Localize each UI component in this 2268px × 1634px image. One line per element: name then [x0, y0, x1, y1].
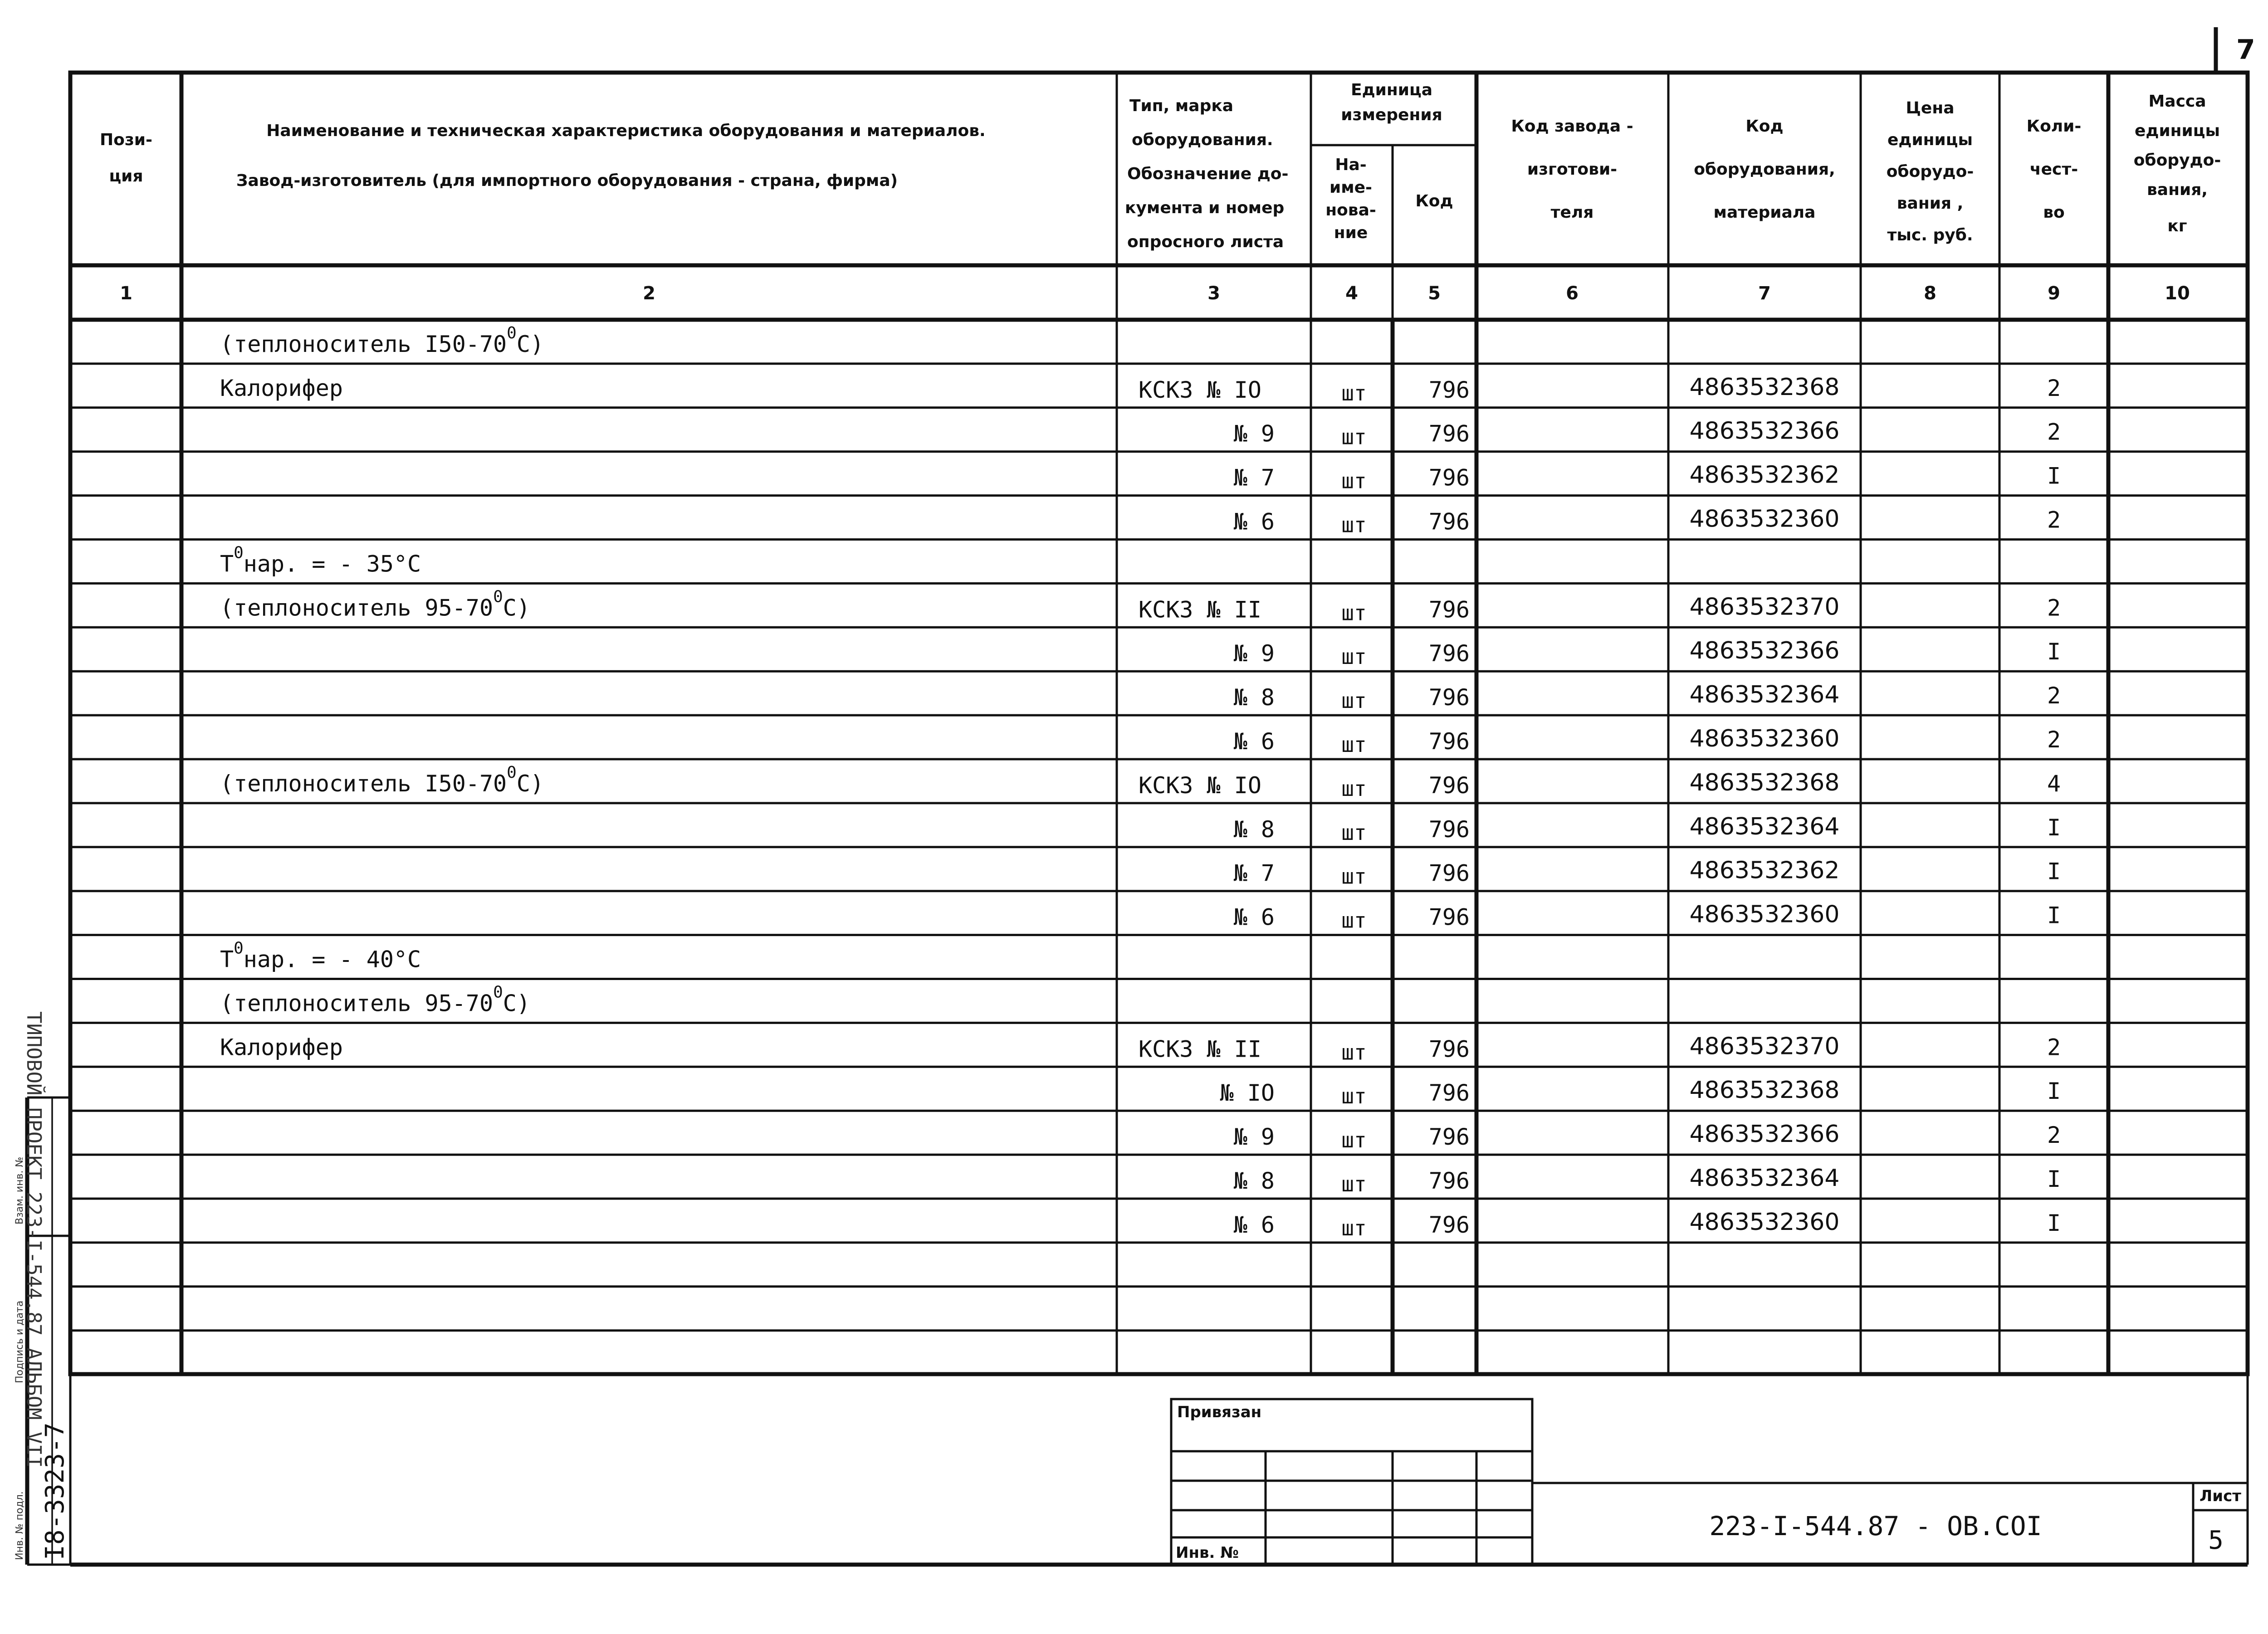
svg-text:единицы: единицы	[1887, 131, 1973, 149]
row-unit-code: 796	[1428, 640, 1470, 667]
table-row	[70, 1165, 2248, 1199]
row-type: № 7	[1233, 860, 1275, 887]
table-row	[70, 763, 2248, 803]
table-row	[70, 324, 2248, 364]
column-number-2: 2	[643, 283, 655, 304]
row-unit-code: 796	[1428, 464, 1470, 491]
svg-text:нова-: нова-	[1325, 201, 1376, 219]
table-row	[70, 506, 2248, 540]
table-row	[70, 587, 2248, 627]
row-unit-code: 796	[1428, 860, 1470, 887]
row-material-code: 4863532360	[1689, 1208, 1840, 1236]
row-type: № 6	[1233, 1211, 1275, 1238]
column-number-3: 3	[1207, 283, 1220, 304]
sheet-value: 5	[2208, 1526, 2224, 1555]
row-unit-code: 796	[1428, 1036, 1470, 1063]
svg-text:Масса: Масса	[2148, 92, 2206, 111]
row-type: № 8	[1233, 1168, 1275, 1194]
row-quantity: 2	[2047, 1034, 2061, 1061]
row-quantity: І	[2047, 814, 2061, 841]
row-unit-code: 796	[1428, 596, 1470, 623]
row-material-code: 4863532366	[1689, 1121, 1840, 1148]
row-material-code: 4863532364	[1689, 813, 1840, 840]
table-row	[70, 374, 2248, 408]
row-quantity: 2	[2047, 507, 2061, 533]
row-quantity: І	[2047, 902, 2061, 929]
svg-text:оборудо-: оборудо-	[2133, 151, 2221, 170]
row-unit-code: 796	[1428, 420, 1470, 447]
svg-text:Наименование и техническая хар: Наименование и техническая характеристика оборудования и материалов.	[266, 122, 986, 140]
row-quantity: 4	[2047, 770, 2061, 797]
svg-text:Цена: Цена	[1906, 99, 1955, 117]
svg-text:ция: ция	[109, 167, 143, 185]
svg-text:Завод-изготовитель (для импорт: Завод-изготовитель (для импортного оборудования - страна, фирма)	[236, 171, 898, 190]
document-code: 223-І-544.87 - ОВ.СОІ	[1709, 1511, 2042, 1541]
table-row	[70, 462, 2248, 496]
svg-text:кумента и номер: кумента и номер	[1125, 199, 1285, 217]
svg-text:кг: кг	[2167, 217, 2187, 235]
row-name: Калорифер	[220, 375, 343, 401]
row-unit: шт	[1341, 512, 1367, 537]
row-unit: шт	[1341, 600, 1367, 625]
side-field-replace: Взам. инв. №	[14, 1156, 25, 1224]
table-row	[70, 543, 2248, 583]
table-row	[70, 813, 2248, 847]
svg-text:измерения: измерения	[1341, 106, 1442, 124]
row-quantity: І	[2047, 463, 2061, 489]
row-name: (теплоноситель $І50-70^0С$)	[220, 323, 544, 357]
row-unit-code: 796	[1428, 376, 1470, 403]
row-type: № 9	[1233, 640, 1275, 667]
column-number-7: 7	[1758, 283, 1771, 304]
row-name: $Т^0нар$. = - 40°С	[220, 939, 421, 973]
svg-text:единицы: единицы	[2134, 122, 2220, 140]
row-name: (теплоноситель $95-70^0С$)	[220, 587, 530, 621]
side-field-inv: Инв. № подл.	[14, 1491, 25, 1560]
row-unit-code: 796	[1428, 1168, 1470, 1194]
svg-text:Код завода -: Код завода -	[1511, 117, 1633, 136]
svg-text:име-: име-	[1329, 178, 1373, 197]
row-unit: шт	[1341, 1084, 1367, 1109]
column-number-10: 10	[2165, 283, 2190, 304]
row-unit: шт	[1341, 688, 1367, 713]
row-quantity: І	[2047, 1078, 2061, 1105]
row-name: $Т^0нар$. = - 35°С	[220, 543, 421, 577]
svg-text:вания,: вания,	[2147, 180, 2208, 199]
row-unit-code: 796	[1428, 728, 1470, 755]
album-number: І8-3323-7	[40, 1422, 70, 1560]
table-row	[70, 857, 2248, 891]
row-quantity: І	[2047, 1210, 2061, 1236]
header-col8	[1887, 99, 1974, 244]
svg-text:чест-: чест-	[2029, 160, 2078, 179]
row-material-code: 4863532364	[1689, 681, 1840, 709]
row-material-code: 4863532368	[1689, 769, 1840, 796]
column-numbers-row	[120, 283, 2190, 304]
row-unit-code: 796	[1428, 1080, 1470, 1107]
table-row	[70, 983, 2248, 1023]
svg-text:Коли-: Коли-	[2026, 117, 2082, 136]
row-name: Калорифер	[220, 1034, 343, 1061]
row-quantity: 2	[2047, 419, 2061, 445]
svg-text:ние: ние	[1334, 224, 1368, 242]
row-material-code: 4863532368	[1689, 373, 1840, 401]
table-row	[70, 418, 2248, 452]
svg-text:На-: На-	[1335, 156, 1367, 174]
table-row	[70, 1033, 2248, 1067]
row-unit-code: 796	[1428, 1124, 1470, 1151]
svg-text:теля: теля	[1550, 203, 1594, 222]
row-unit: шт	[1341, 864, 1367, 889]
row-material-code: 4863532364	[1689, 1165, 1840, 1192]
row-name: (теплоноситель $95-70^0С$)	[220, 983, 530, 1017]
column-number-6: 6	[1566, 283, 1579, 304]
header-col1	[100, 131, 152, 185]
svg-text:вания ,: вания ,	[1897, 194, 1964, 213]
row-unit: шт	[1341, 908, 1367, 933]
row-type: № 9	[1233, 420, 1275, 447]
row-unit: шт	[1341, 644, 1367, 669]
row-material-code: 4863532368	[1689, 1077, 1840, 1104]
svg-text:тыс. руб.: тыс. руб.	[1887, 226, 1973, 244]
row-quantity: 2	[2047, 375, 2061, 401]
row-quantity: 2	[2047, 1122, 2061, 1149]
column-number-9: 9	[2048, 283, 2060, 304]
table-row	[70, 725, 2248, 759]
sheet-number: 7	[2236, 34, 2255, 66]
row-unit: шт	[1341, 380, 1367, 405]
svg-text:Обозначение до-: Обозначение до-	[1127, 165, 1289, 183]
row-unit: шт	[1341, 1172, 1367, 1196]
row-unit-code: 796	[1428, 1211, 1470, 1238]
row-material-code: 4863532370	[1689, 593, 1840, 621]
svg-text:оборудования.: оборудования.	[1132, 131, 1273, 149]
title-block	[70, 1399, 2248, 1565]
row-unit: шт	[1341, 468, 1367, 493]
row-material-code: 4863532362	[1689, 857, 1840, 884]
row-unit: шт	[1341, 424, 1367, 449]
project-album-text: ТИПОВОЙ ПРОЕКТ 223-І-544.87 АЛЬБОМ VІІ	[22, 1011, 45, 1468]
row-unit: шт	[1341, 732, 1367, 757]
side-field-sign: Подпись и дата	[14, 1300, 25, 1383]
row-type: КСКЗ № ІО	[1139, 376, 1261, 403]
column-number-1: 1	[120, 283, 132, 304]
svg-text:Код: Код	[1745, 117, 1784, 136]
svg-text:во: во	[2043, 203, 2065, 222]
row-unit: шт	[1341, 1215, 1367, 1240]
row-quantity: 2	[2047, 683, 2061, 709]
svg-text:изготови-: изготови-	[1527, 160, 1618, 179]
table-row	[70, 681, 2248, 715]
row-unit-code: 796	[1428, 772, 1470, 799]
svg-text:Пози-: Пози-	[100, 131, 152, 149]
row-type: № 8	[1233, 816, 1275, 843]
row-quantity: І	[2047, 639, 2061, 665]
svg-text:оборудования,: оборудования,	[1694, 160, 1835, 179]
header-col7	[1694, 117, 1835, 222]
row-material-code: 4863532370	[1689, 1033, 1840, 1060]
row-quantity: І	[2047, 1166, 2061, 1192]
table-row	[70, 637, 2248, 671]
spec-table-body	[70, 324, 2248, 1375]
table-row	[70, 901, 2248, 935]
header-col4	[1325, 156, 1376, 242]
left-margin-stamp	[14, 1011, 70, 1565]
row-unit: шт	[1341, 1128, 1367, 1153]
row-material-code: 4863532362	[1689, 461, 1840, 489]
linked-label: Привязан	[1177, 1403, 1262, 1421]
row-quantity: 2	[2047, 595, 2061, 621]
row-type: № 8	[1233, 684, 1275, 711]
row-unit: шт	[1341, 1040, 1367, 1065]
svg-text:оборудо-: оборудо-	[1886, 162, 1974, 181]
row-type: № 6	[1233, 728, 1275, 755]
header-col10	[2134, 92, 2221, 235]
row-type: № ІО	[1220, 1080, 1275, 1107]
row-type: № 6	[1233, 904, 1275, 931]
row-material-code: 4863532366	[1689, 417, 1840, 445]
table-row	[70, 1121, 2248, 1155]
row-unit-code: 796	[1428, 904, 1470, 931]
row-unit-code: 796	[1428, 508, 1470, 535]
sheet-label: Лист	[2200, 1487, 2241, 1505]
column-number-5: 5	[1428, 283, 1441, 304]
svg-text:опросного листа: опросного листа	[1127, 233, 1284, 251]
header-unit-group	[1341, 81, 1442, 124]
table-row	[70, 1209, 2248, 1243]
row-type: КСКЗ № ІІ	[1139, 1036, 1261, 1063]
header-col5: Код	[1415, 192, 1453, 210]
row-type: КСКЗ № ІІ	[1139, 596, 1261, 623]
row-type: № 7	[1233, 464, 1275, 491]
row-name: (теплоноситель $І50-70^0С$)	[220, 763, 544, 797]
row-material-code: 4863532360	[1689, 901, 1840, 928]
header-col6	[1511, 117, 1633, 222]
row-material-code: 4863532360	[1689, 505, 1840, 533]
header-col3	[1125, 97, 1288, 251]
column-number-8: 8	[1924, 283, 1936, 304]
svg-text:материала: материала	[1713, 203, 1816, 222]
svg-text:Единица: Единица	[1351, 81, 1432, 99]
row-material-code: 4863532366	[1689, 637, 1840, 665]
row-type: № 6	[1233, 508, 1275, 535]
row-quantity: І	[2047, 858, 2061, 885]
row-unit-code: 796	[1428, 816, 1470, 843]
header-col9	[2027, 117, 2082, 222]
header-col2	[236, 122, 986, 190]
row-unit: шт	[1341, 820, 1367, 845]
row-type: КСКЗ № ІО	[1139, 772, 1261, 799]
inv-label: Инв. №	[1176, 1544, 1239, 1562]
table-row	[70, 1077, 2248, 1111]
row-material-code: 4863532360	[1689, 725, 1840, 752]
row-quantity: 2	[2047, 727, 2061, 753]
column-number-4: 4	[1345, 283, 1358, 304]
row-unit: шт	[1341, 776, 1367, 801]
row-unit-code: 796	[1428, 684, 1470, 711]
table-row	[70, 939, 2248, 979]
svg-text:Тип, марка: Тип, марка	[1129, 97, 1234, 115]
row-type: № 9	[1233, 1124, 1275, 1151]
